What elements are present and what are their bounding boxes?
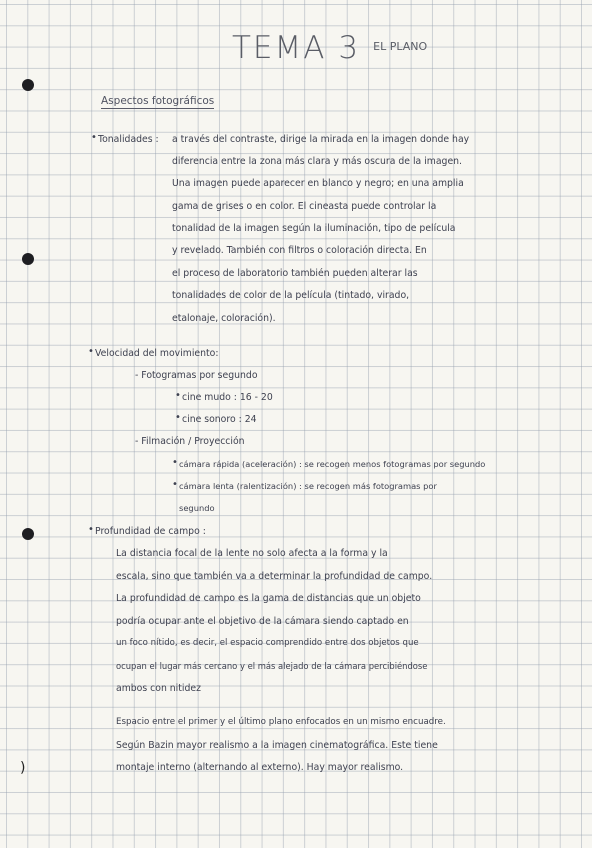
tonalidades-line: el proceso de laboratorio también pueden alterar las [172, 268, 418, 279]
profundidad-line: La distancia focal de la lente no solo afecta a la forma y la [116, 548, 388, 559]
section-heading: Aspectos fotográficos [101, 95, 215, 107]
bullet-dot: • [172, 479, 178, 490]
binder-hole [22, 79, 34, 91]
profundidad-line: montaje interno (alternando al externo). Hay mayor realismo. [116, 762, 404, 773]
profundidad-label: Profundidad de campo : [95, 526, 206, 537]
tonalidades-line: etalonaje, coloración). [172, 313, 276, 324]
tonalidades-line: y revelado. También con filtros o coloración directa. En [172, 245, 427, 256]
bullet-dot: • [172, 457, 178, 468]
tonalidades-line: a través del contraste, dirige la mirada en la imagen donde hay [172, 134, 470, 145]
filmacion-item: cámara rápida (aceleración) : se recogen menos fotogramas por segundo [179, 459, 486, 469]
tonalidades-line: tonalidades de color de la película (tintado, virado, [172, 290, 410, 301]
profundidad-line: podría ocupar ante el objetivo de la cámara siendo captado en [116, 616, 409, 627]
bullet-dot: • [175, 390, 181, 401]
profundidad-line: escala, sino que también va a determinar la profundidad de campo. [116, 571, 433, 582]
velocidad-label: Velocidad del movimiento: [95, 348, 219, 359]
subtitle-text: EL PLANO [373, 40, 428, 53]
title-text: TEMA 3 [232, 30, 361, 66]
bullet-dot: • [91, 132, 97, 143]
filmacion-label: - Filmación / Proyección [135, 436, 245, 447]
profundidad-line: un foco nítido, es decir, el espacio comprendido entre dos objetos que [116, 638, 419, 648]
tonalidades-label: Tonalidades : [98, 134, 159, 145]
fotogramas-item: cine mudo : 16 - 20 [182, 392, 273, 403]
fotogramas-label: - Fotogramas por segundo [135, 370, 258, 381]
tonalidades-line: diferencia entre la zona más clara y más oscura de la imagen. [172, 156, 463, 167]
profundidad-line: Espacio entre el primer y el último plano enfocados en un mismo encuadre. [116, 717, 446, 727]
binder-hole [22, 253, 34, 265]
profundidad-line: ambos con nitidez [116, 683, 201, 694]
filmacion-item-continued: segundo [179, 503, 215, 513]
bullet-dot: • [175, 412, 181, 423]
profundidad-line: La profundidad de campo es la gama de distancias que un objeto [116, 593, 421, 604]
page-title [232, 30, 427, 66]
tonalidades-line: Una imagen puede aparecer en blanco y negro; en una amplia [172, 178, 464, 189]
profundidad-line: Según Bazin mayor realismo a la imagen cinematográfica. Este tiene [116, 740, 438, 751]
bullet-dot: • [88, 524, 94, 535]
bullet-dot: • [88, 346, 94, 357]
tonalidades-line: gama de grises o en color. El cineasta puede controlar la [172, 201, 437, 212]
profundidad-line: ocupan el lugar más cercano y el más alejado de la cámara percibiéndose [116, 661, 428, 671]
tonalidades-line: tonalidad de la imagen según la iluminación, tipo de película [172, 223, 456, 234]
binder-hole [22, 528, 34, 540]
binder-ring-mark: ) [20, 760, 26, 776]
fotogramas-item: cine sonoro : 24 [182, 414, 257, 425]
filmacion-item: cámara lenta (ralentización) : se recogen más fotogramas por [179, 481, 437, 491]
